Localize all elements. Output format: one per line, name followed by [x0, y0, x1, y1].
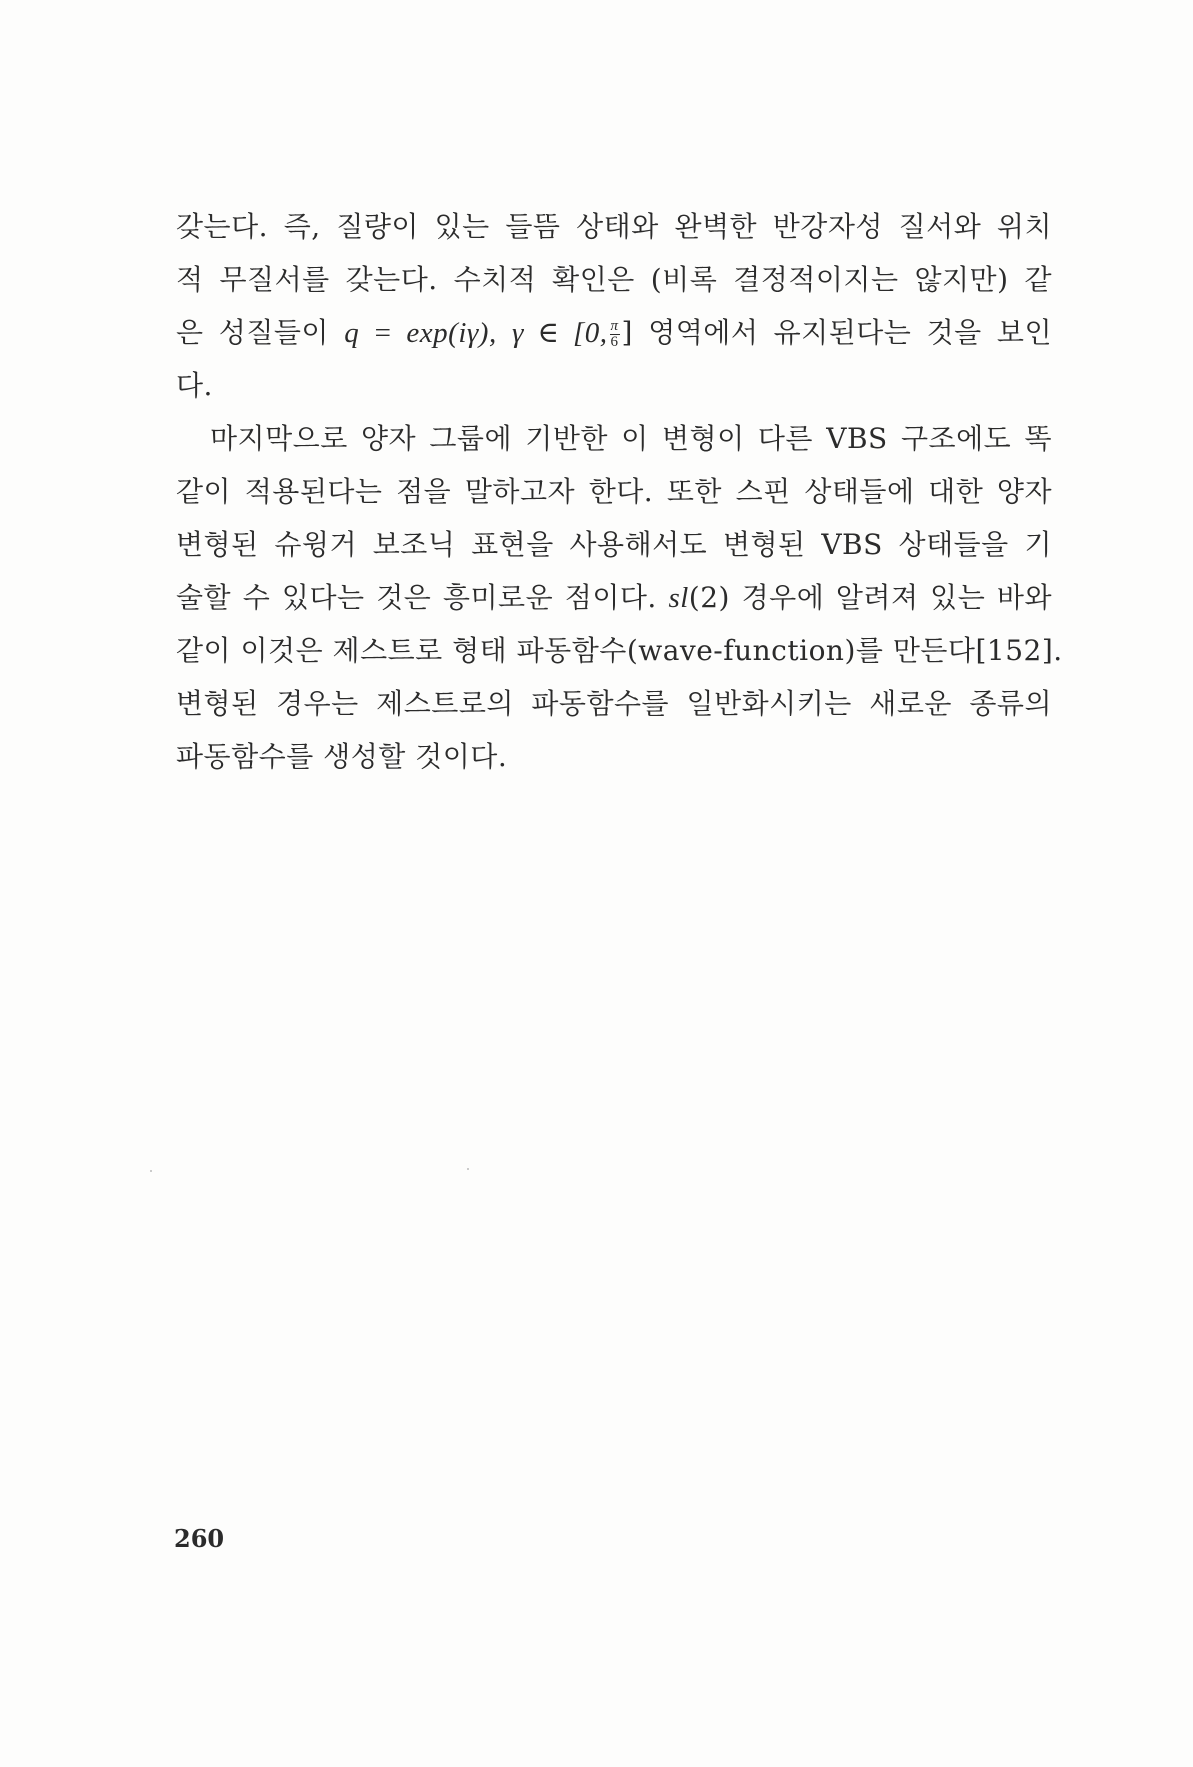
paragraph-1 — [176, 200, 1052, 412]
math-expression: γ ∈ [0, — [511, 317, 608, 349]
scan-speck — [150, 1170, 152, 1172]
body-text — [176, 200, 1063, 783]
text-line: 마지막으로 양자 그룹에 기반한 이 변형이 다른 VBS 구조에도 똑 — [210, 422, 1052, 455]
fraction-numerator: π — [610, 318, 619, 334]
text-line: 다. — [176, 369, 213, 402]
text-line: 파동함수를 생성할 것이다. — [176, 740, 508, 773]
text-line: 갖는다. 즉, 질량이 있는 들뜸 상태와 완벽한 반강자성 질서와 위치 — [176, 210, 1052, 243]
text-line: 같이 적용된다는 점을 말하고자 한다. 또한 스핀 상태들에 대한 양자 — [176, 475, 1052, 508]
text-span: ] 영역에서 유지된다는 것을 보인 — [621, 316, 1052, 349]
math-expression: sl — [668, 582, 689, 614]
fraction-denominator: 6 — [610, 334, 619, 350]
text-line: 변형된 경우는 제스트로의 파동함수를 일반화시키는 새로운 종류의 — [176, 687, 1052, 720]
text-line: 적 무질서를 갖는다. 수치적 확인은 (비록 결정적이지는 않지만) 같 — [176, 263, 1052, 296]
paragraph-2 — [176, 412, 1063, 783]
fraction — [610, 319, 620, 350]
page-number: 260 — [174, 1524, 225, 1553]
text-line: 변형된 슈윙거 보조닉 표현을 사용해서도 변형된 VBS 상태들을 기 — [176, 528, 1052, 561]
math-expression: q = exp(iγ), — [344, 317, 497, 349]
text-span: 술할 수 있다는 것은 흥미로운 점이다. — [176, 581, 669, 614]
text-line: 같이 이것은 제스트로 형태 파동함수(wave-function)를 만든다[152]. — [176, 634, 1063, 667]
text-span: (2) 경우에 알려져 있는 바와 — [688, 581, 1052, 614]
text-line-with-math — [176, 571, 1052, 624]
text-span: 은 성질들이 — [176, 316, 345, 349]
scan-speck — [467, 1168, 469, 1170]
text-line-with-math — [176, 306, 1052, 359]
